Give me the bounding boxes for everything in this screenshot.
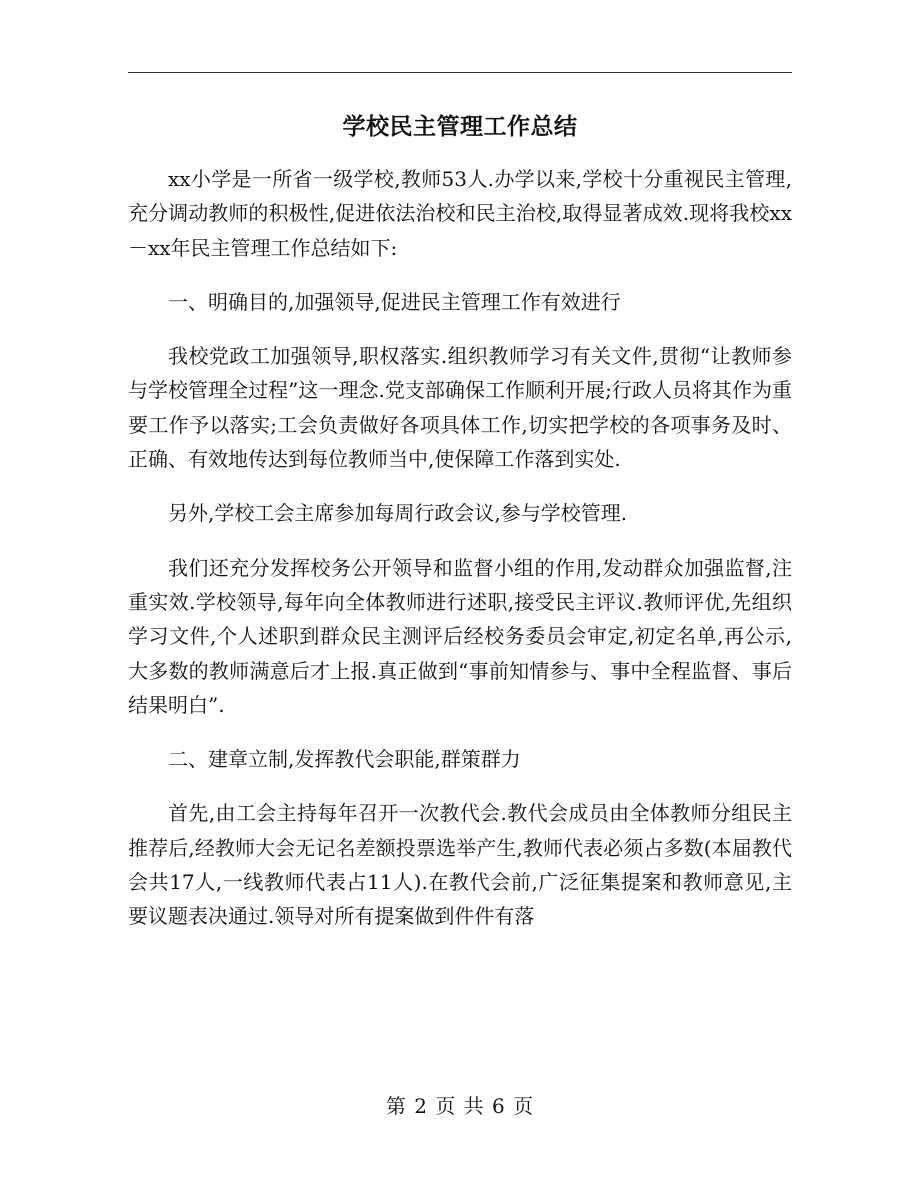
page-number-footer: 第 2 页 共 6 页 xyxy=(385,1094,535,1118)
paragraph-leadership: 我校党政工加强领导,职权落实.组织教师学习有关文件,贯彻“让教师参与学校管理全过程”这一理念.党支部确保工作顺利开展;行政人员将其作为重要工作予以落实;工会负责做好各项具体工作,切实把学校的各项事务及时、正确、有效地传达到每位教师当中,使保障工作落到实处. xyxy=(128,344,792,472)
section-heading-1: 一、明确目的,加强领导,促进民主管理工作有效进行 xyxy=(168,289,621,314)
section-heading-2: 二、建章立制,发挥教代会职能,群策群力 xyxy=(168,747,521,772)
document-title: 学校民主管理工作总结 xyxy=(342,113,578,140)
paragraph-union-chair: 另外,学校工会主席参加每周行政会议,参与学校管理. xyxy=(168,501,628,526)
paragraph-intro: xx小学是一所省一级学校,教师53人.办学以来,学校十分重视民主管理,充分调动教师的积极性,促进依法治校和民主治校,取得显著成效.现将我校xx－xx年民主管理工作总结如下: xyxy=(128,167,792,260)
header-rule xyxy=(128,72,792,73)
document-body xyxy=(128,162,792,954)
paragraph-congress: 首先,由工会主持每年召开一次教代会.教代会成员由全体教师分组民主推荐后,经教师大会无记名差额投票选举产生,教师代表必须占多数(本届教代会共17人,一线教师代表占11人).在教代会前,广泛征集提案和教师意见,主要议题表决通过.领导对所有提案做到件件有落 xyxy=(128,801,792,929)
paragraph-supervision: 我们还充分发挥校务公开领导和监督小组的作用,发动群众加强监督,注重实效.学校领导,每年向全体教师进行述职,接受民主评议.教师评优,先组织学习文件,个人述职到群众民主测评后经校务委员会审定,初定名单,再公示,大多数的教师满意后才上报.真正做到“事前知情参与、事中全程监督、事后结果明白”. xyxy=(128,555,792,717)
